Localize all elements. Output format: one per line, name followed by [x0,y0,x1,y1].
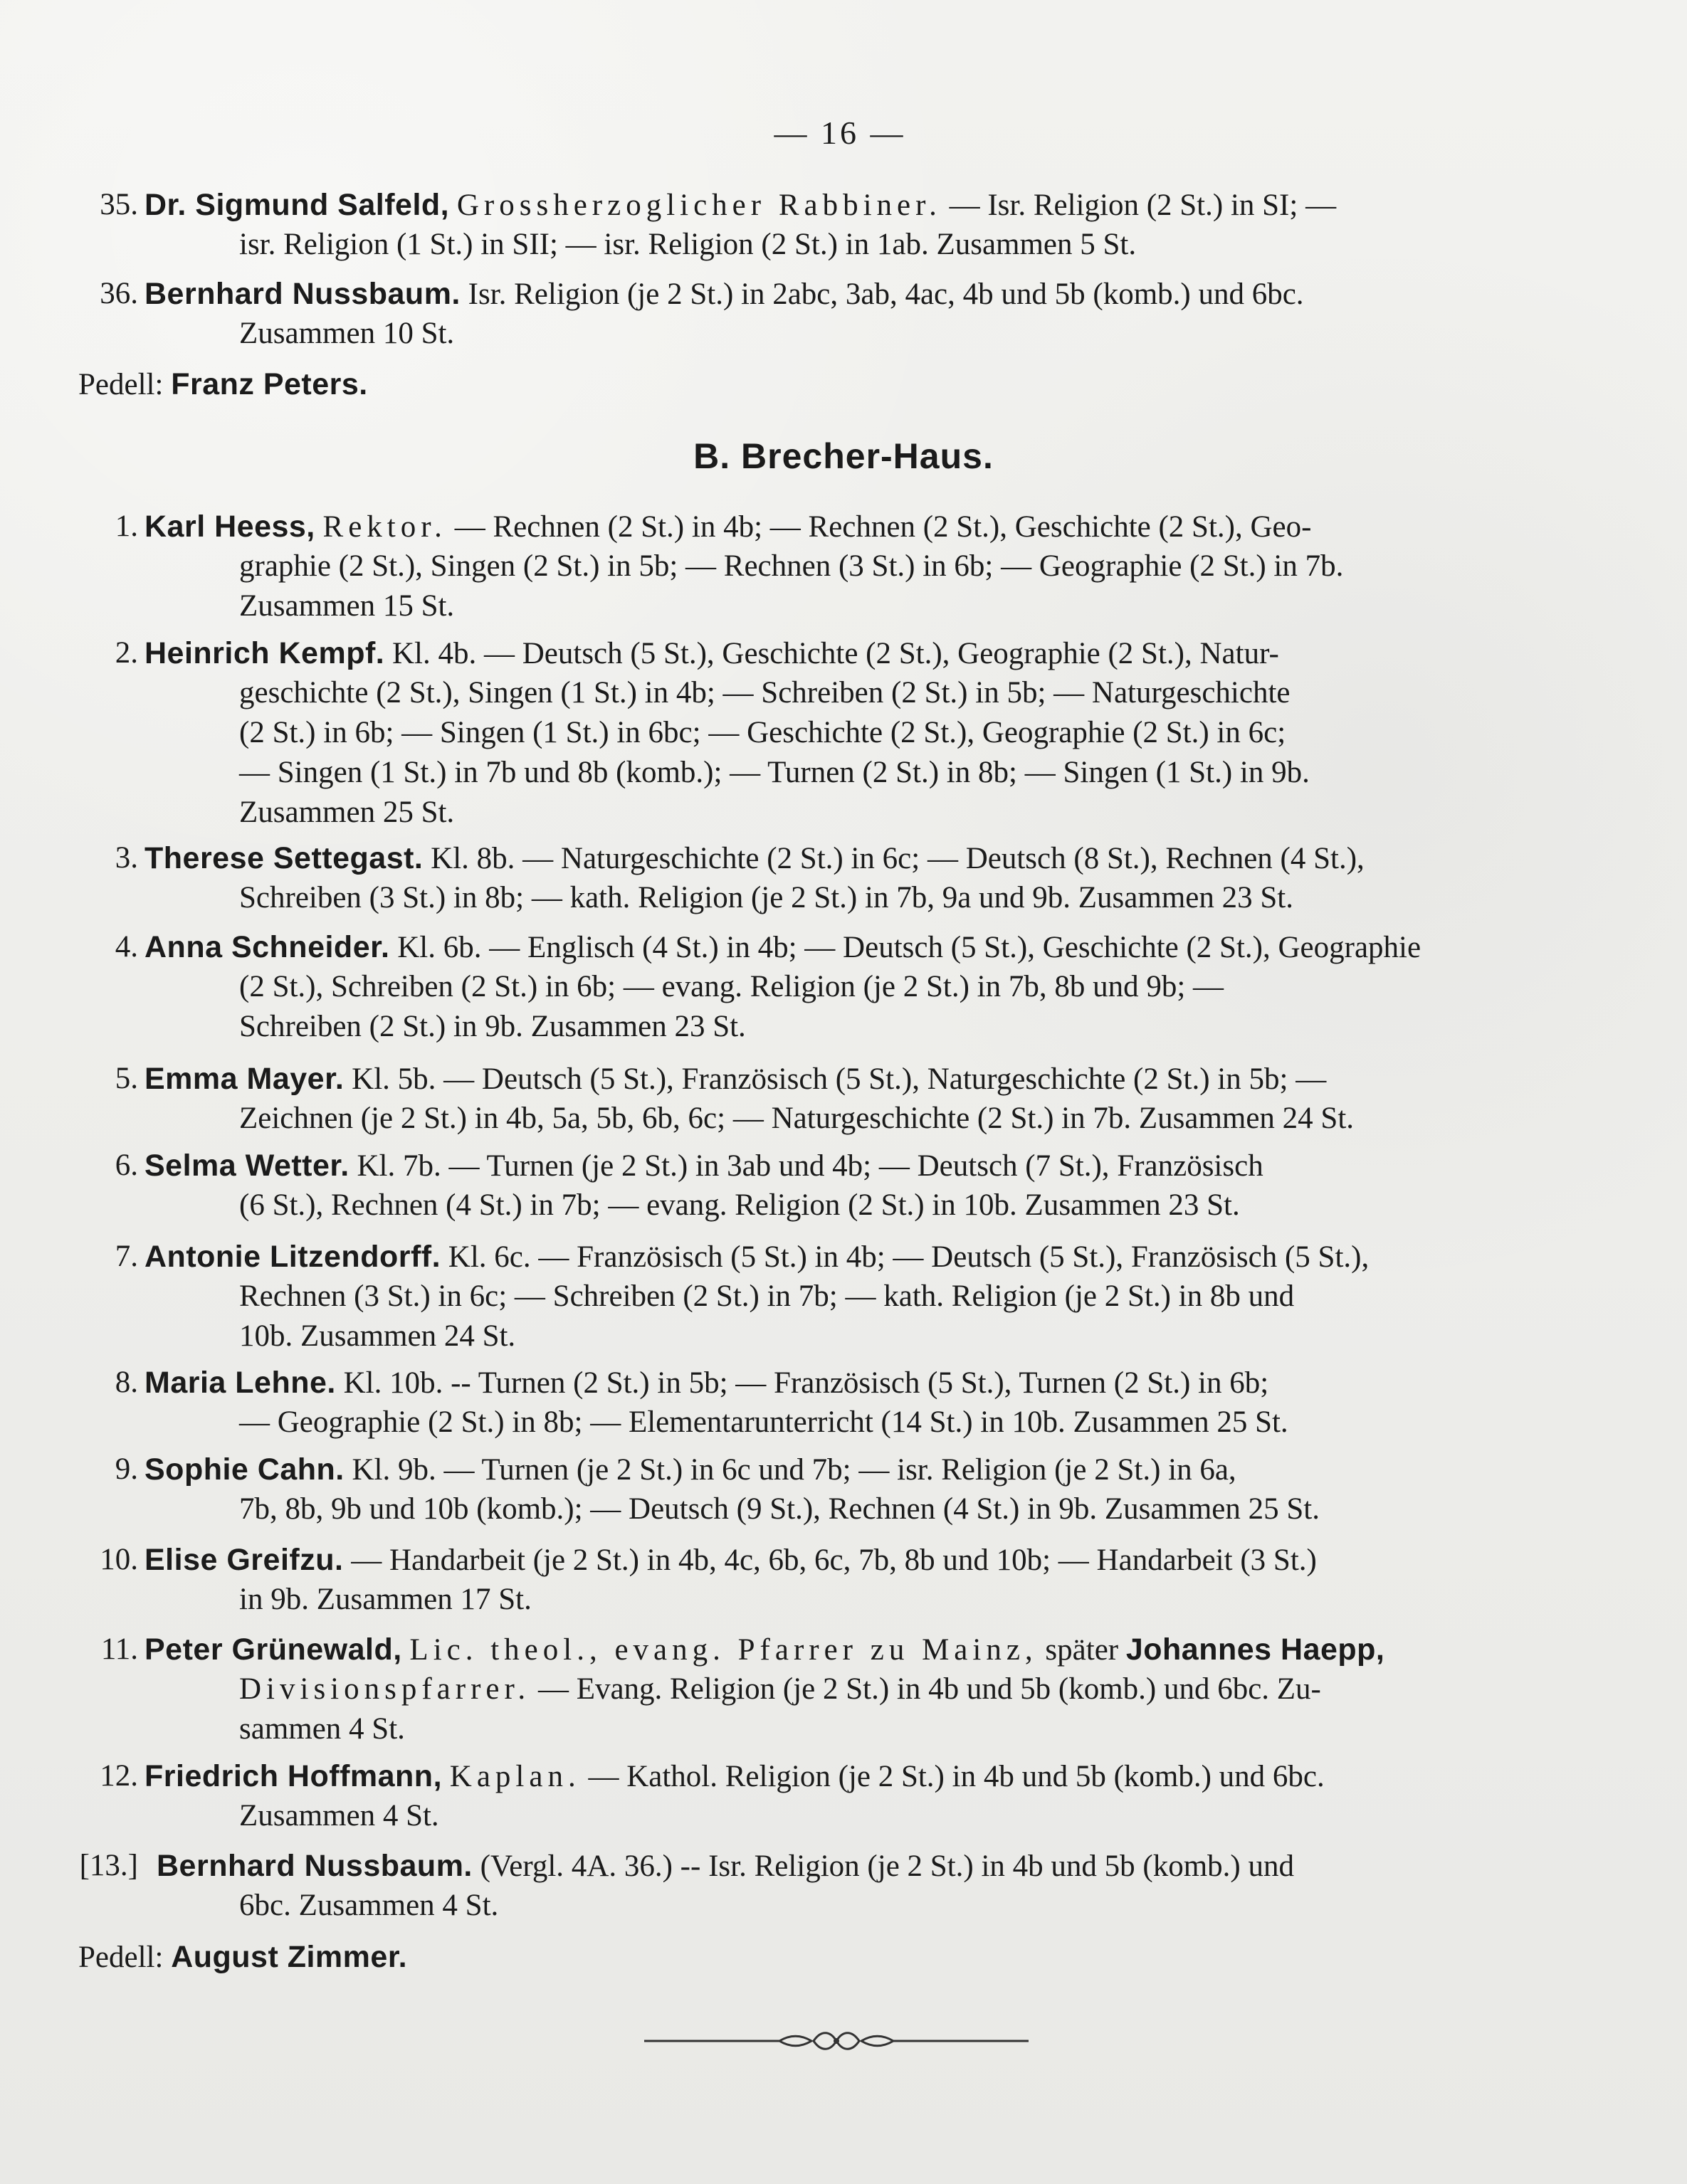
entry-text-line: — Geographie (2 St.) in 8b; — Elementarunterricht (14 St.) in 10b. Zusammen 25 St. [239,1405,1288,1439]
person-name: Peter Grünewald, [144,1632,402,1667]
list-item [78,185,1594,265]
entry-text-line: (2 St.), Schreiben (2 St.) in 6b; — evang. Religion (je 2 St.) in 7b, 8b und 9b; — [239,970,1224,1003]
list-item [78,1237,1594,1356]
pedell-label: Pedell: [78,1941,164,1974]
decorative-ornament-icon [644,2027,1029,2055]
list-item [78,1756,1594,1836]
list-item [78,507,1594,626]
entry-number: 7. [115,1240,138,1273]
list-item [78,927,1594,1047]
entry-number: 36. [100,277,138,310]
person-name: Maria Lehne. [144,1366,336,1400]
entry-text: — Kathol. Religion (je 2 St.) in 4b und 5b (komb.) und 6bc. [588,1760,1325,1793]
person-title: Grossherzoglicher Rabbiner. [456,189,942,222]
person-name: Karl Heess, [144,510,315,544]
person-name: Bernhard Nussbaum. [157,1849,473,1883]
entry-number: 4. [115,930,138,964]
entry-text-line: isr. Religion (1 St.) in SII; — isr. Religion (2 St.) in 1ab. Zusammen 5 St. [239,228,1137,261]
person-name: Elise Greifzu. [144,1543,344,1577]
person-name: Therese Settegast. [144,841,424,875]
pedell-line [78,364,368,405]
entry-number: 5. [115,1062,138,1095]
entry-number: [13.] [79,1849,138,1882]
entry-number: 11. [100,1632,138,1666]
entry-number: 6. [115,1149,138,1182]
entry-text-line: Schreiben (2 St.) in 9b. Zusammen 23 St. [239,1010,746,1043]
list-item [78,633,1594,833]
entry-text-line: Zusammen 10 St. [239,317,455,350]
person-title: Lic. theol., evang. Pfarrer zu Mainz, [409,1633,1038,1667]
entry-number: 35. [100,188,138,221]
entry-text-line: Zusammen 25 St. [239,796,455,829]
entry-number: 12. [100,1759,138,1793]
person-name: Heinrich Kempf. [144,636,385,670]
entry-text-line: graphie (2 St.), Singen (2 St.) in 5b; — Rechnen (3 St.) in 6b; — Geographie (2 St.) in 7b. [239,549,1344,583]
entry-text: Kl. 9b. — Turnen (je 2 St.) in 6c und 7b; — isr. Religion (je 2 St.) in 6a, [352,1453,1236,1487]
list-item [78,1846,1594,1926]
entry-text-line: 10b. Zusammen 24 St. [239,1319,516,1353]
page-number: — 16 — [774,115,906,151]
list-item [78,1363,1594,1442]
entry-text-line: 7b, 8b, 9b und 10b (komb.); — Deutsch (9 St.), Rechnen (4 St.) in 9b. Zusammen 25 St. [239,1492,1320,1526]
entry-number: 8. [115,1366,138,1399]
entry-text: später [1045,1633,1119,1667]
list-item [78,1059,1594,1139]
entry-text-line: in 9b. Zusammen 17 St. [239,1583,532,1616]
list-item [78,1450,1594,1529]
entry-text: Kl. 6b. — Englisch (4 St.) in 4b; — Deutsch (5 St.), Geschichte (2 St.), Geographie [397,931,1421,964]
entry-text: — Rechnen (2 St.) in 4b; — Rechnen (2 St.), Geschichte (2 St.), Geo- [454,510,1312,544]
pedell-line [78,1937,407,1978]
entry-text-line: Zeichnen (je 2 St.) in 4b, 5a, 5b, 6b, 6c; — Naturgeschichte (2 St.) in 7b. Zusammen 24 St. [239,1102,1355,1135]
list-item [78,1146,1594,1225]
person-name: Sophie Cahn. [144,1452,345,1487]
entry-text: Kl. 10b. -- Turnen (2 St.) in 5b; — Französisch (5 St.), Turnen (2 St.) in 6b; [343,1366,1269,1400]
entry-text-line: Rechnen (3 St.) in 6c; — Schreiben (2 St.) in 7b; — kath. Religion (je 2 St.) in 8b und [239,1280,1295,1313]
entry-text-line: sammen 4 St. [239,1712,405,1746]
entry-text: — Evang. Religion (je 2 St.) in 4b und 5b (komb.) und 6bc. Zu- [537,1672,1321,1706]
entry-number: 1. [115,510,138,543]
list-item [78,1540,1594,1620]
list-item [78,1630,1594,1749]
entry-text-line: Schreiben (3 St.) in 8b; — kath. Religion (je 2 St.) in 7b, 9a und 9b. Zusammen 23 St. [239,881,1293,914]
entry-text: Isr. Religion (je 2 St.) in 2abc, 3ab, 4ac, 4b und 5b (komb.) und 6bc. [468,278,1304,311]
entry-number: 9. [115,1452,138,1486]
person-title: Kaplan. [449,1760,581,1793]
person-name: Bernhard Nussbaum. [144,277,461,311]
list-item [78,274,1594,354]
entry-text-line: Zusammen 4 St. [239,1799,439,1832]
entry-text-line: 6bc. Zusammen 4 St. [239,1889,499,1922]
entry-text: — Isr. Religion (2 St.) in SI; — [949,189,1337,222]
entry-text: Kl. 4b. — Deutsch (5 St.), Geschichte (2 St.), Geographie (2 St.), Natur- [391,637,1279,670]
person-name: Antonie Litzendorff. [144,1240,441,1274]
entry-text-line: (6 St.), Rechnen (4 St.) in 7b; — evang. Religion (2 St.) in 10b. Zusammen 23 St. [239,1188,1240,1222]
entry-text-line: — Singen (1 St.) in 7b und 8b (komb.); — Turnen (2 St.) in 8b; — Singen (1 St.) in 9b. [239,756,1310,789]
entry-number: 3. [115,841,138,875]
successor-name: Johannes Haepp, [1125,1632,1385,1667]
entry-text: — Handarbeit (je 2 St.) in 4b, 4c, 6b, 6c, 7b, 8b und 10b; — Handarbeit (3 St.) [351,1544,1317,1577]
person-name: Selma Wetter. [144,1149,350,1183]
section-title: B. Brecher-Haus. [693,436,994,476]
person-name: Dr. Sigmund Salfeld, [144,188,450,222]
pedell-label: Pedell: [78,368,164,401]
list-item [78,838,1594,918]
entry-text: Kl. 6c. — Französisch (5 St.) in 4b; — Deutsch (5 St.), Französisch (5 St.), [448,1240,1370,1274]
entry-text: (Vergl. 4A. 36.) -- Isr. Religion (je 2 St.) in 4b und 5b (komb.) und [480,1850,1294,1883]
entry-text-line: geschichte (2 St.), Singen (1 St.) in 4b; — Schreiben (2 St.) in 5b; — Naturgeschichte [239,676,1291,709]
entry-text-line: (2 St.) in 6b; — Singen (1 St.) in 6bc; — Geschichte (2 St.), Geographie (2 St.) in 6c; [239,716,1286,749]
pedell-name: Franz Peters. [171,367,368,401]
entry-text: Kl. 5b. — Deutsch (5 St.), Französisch (5 St.), Naturgeschichte (2 St.) in 5b; — [352,1062,1327,1096]
person-name: Anna Schneider. [144,930,390,964]
entry-number: 10. [100,1543,138,1576]
person-title: Rektor. [322,510,447,544]
entry-text: Kl. 7b. — Turnen (je 2 St.) in 3ab und 4b; — Deutsch (7 St.), Französisch [357,1149,1263,1183]
person-name: Friedrich Hoffmann, [144,1759,443,1793]
entry-number: 2. [115,636,138,670]
person-title: Divisionspfarrer. [239,1672,531,1706]
pedell-name: August Zimmer. [171,1940,408,1974]
entry-text-line: Zusammen 15 St. [239,589,455,623]
entry-text: Kl. 8b. — Naturgeschichte (2 St.) in 6c; — Deutsch (8 St.), Rechnen (4 St.), [431,842,1365,875]
person-name: Emma Mayer. [144,1062,345,1096]
